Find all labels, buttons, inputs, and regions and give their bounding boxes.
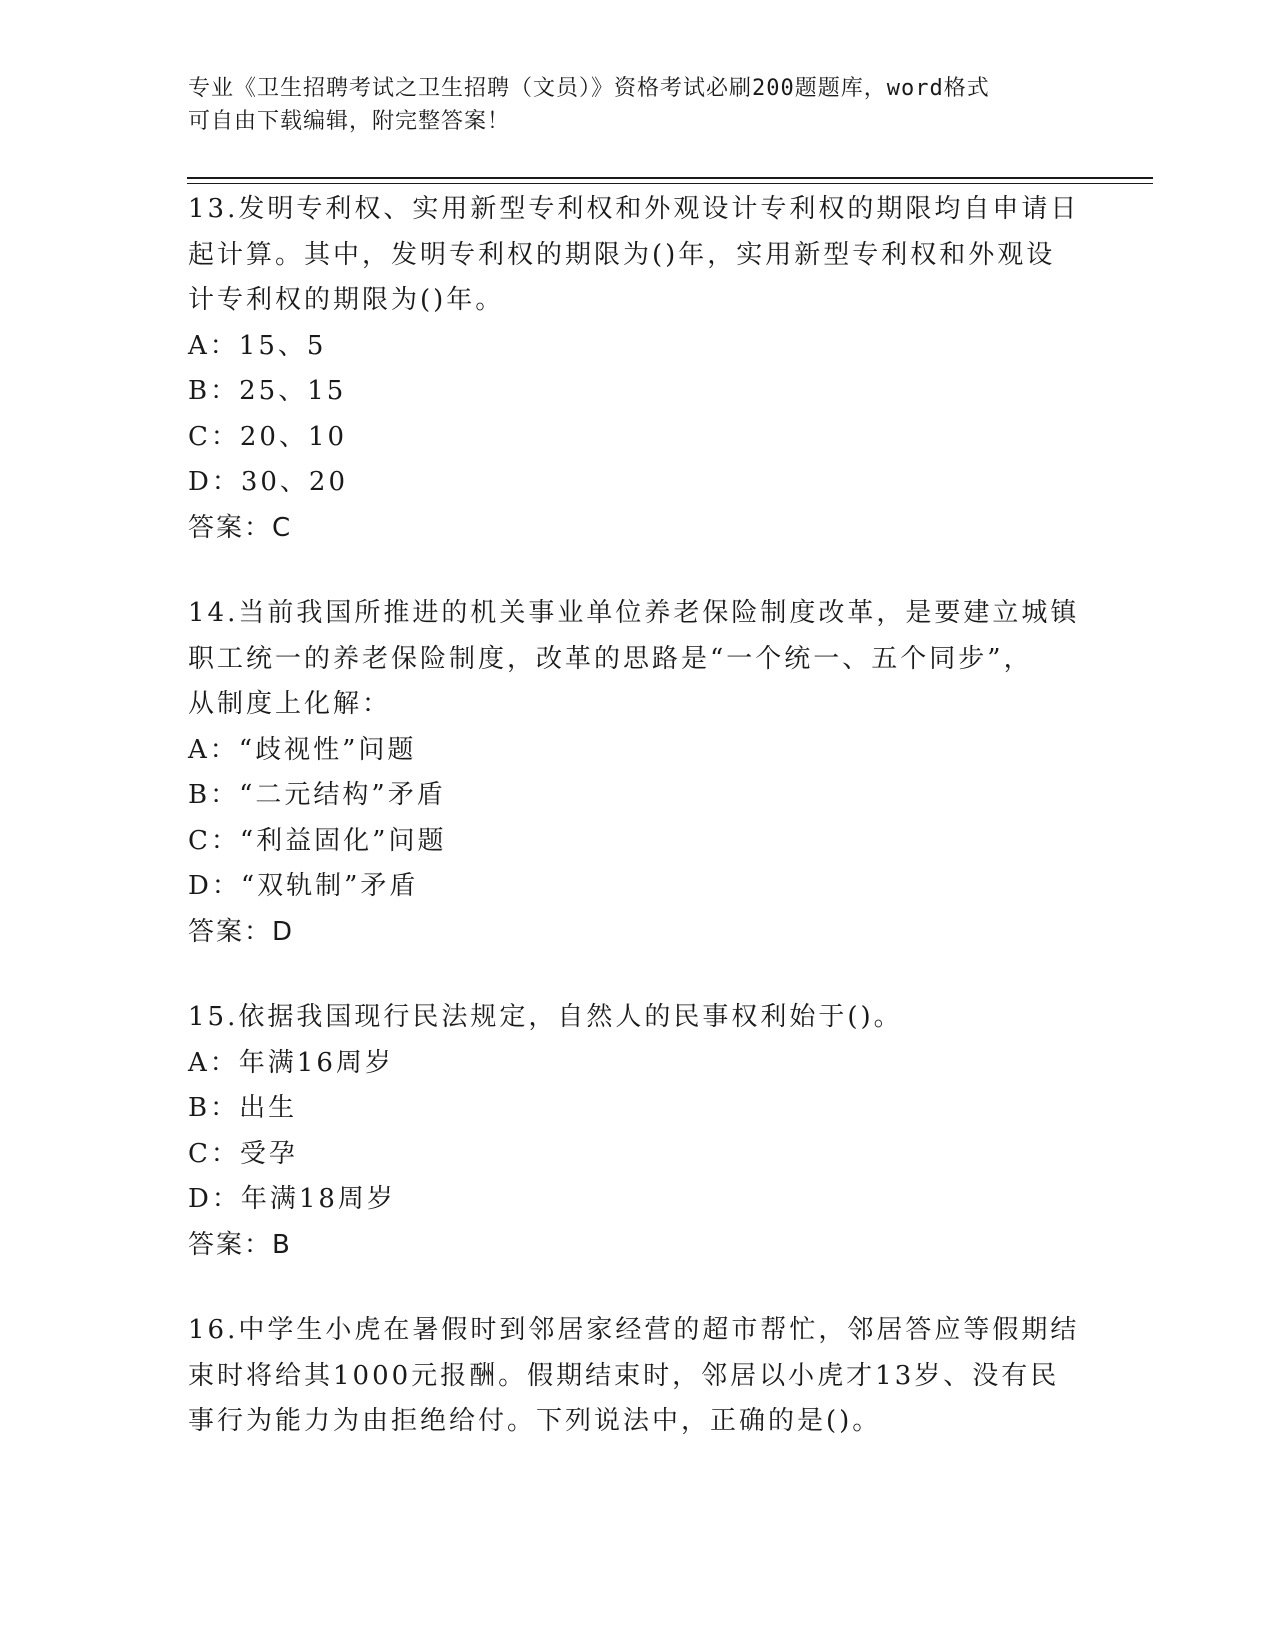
question-text-line: 14.当前我国所推进的机关事业单位养老保险制度改革，是要建立城镇 xyxy=(188,598,1080,628)
answer-line: 答案：D xyxy=(188,916,295,947)
question-15 xyxy=(188,995,1088,1268)
question-text-line: 计专利权的期限为()年。 xyxy=(188,285,505,315)
question-13 xyxy=(188,187,1088,551)
question-text-line: 13.发明专利权、实用新型专利权和外观设计专利权的期限均自申请日 xyxy=(188,194,1080,224)
question-text-line: 束时将给其1000元报酬。假期结束时，邻居以小虎才13岁、没有民 xyxy=(188,1360,1060,1391)
answer-line: 答案：C xyxy=(188,512,293,543)
document-header xyxy=(188,72,1068,138)
option-d: D：年满18周岁 xyxy=(188,1184,396,1214)
option-b: B：“二元结构”矛盾 xyxy=(188,780,446,810)
question-text-line: 职工统一的养老保险制度，改革的思路是“一个统一、五个同步”， xyxy=(188,643,1033,674)
option-a: A：15、5 xyxy=(188,330,327,361)
question-list xyxy=(188,187,1088,1485)
option-d: D：30、20 xyxy=(188,467,349,497)
option-a: A：“歧视性”问题 xyxy=(188,734,417,765)
header-divider-thin xyxy=(187,183,1153,184)
option-b: B：25、15 xyxy=(188,376,347,406)
option-b: B：出生 xyxy=(188,1093,298,1123)
question-14 xyxy=(188,591,1088,955)
question-text-line: 事行为能力为由拒绝给付。下列说法中，正确的是()。 xyxy=(188,1406,882,1436)
question-16 xyxy=(188,1308,1088,1445)
option-c: C：“利益固化”问题 xyxy=(188,825,447,856)
header-line-1: 专业《卫生招聘考试之卫生招聘（文员）》资格考试必刷200题题库，word格式 xyxy=(188,76,990,101)
header-divider-thick xyxy=(187,177,1153,179)
option-d: D：“双轨制”矛盾 xyxy=(188,871,419,901)
option-c: C：受孕 xyxy=(188,1138,298,1169)
option-c: C：20、10 xyxy=(188,421,348,452)
answer-line: 答案：B xyxy=(188,1229,292,1260)
header-line-2: 可自由下载编辑，附完整答案！ xyxy=(188,109,511,134)
question-text-line: 从制度上化解： xyxy=(188,689,392,719)
question-text-line: 起计算。其中，发明专利权的期限为()年，实用新型专利权和外观设 xyxy=(188,239,1056,270)
option-a: A：年满16周岁 xyxy=(188,1047,394,1078)
question-text-line: 15.依据我国现行民法规定，自然人的民事权利始于()。 xyxy=(188,1002,903,1032)
question-text-line: 16.中学生小虎在暑假时到邻居家经营的超市帮忙，邻居答应等假期结 xyxy=(188,1315,1080,1345)
